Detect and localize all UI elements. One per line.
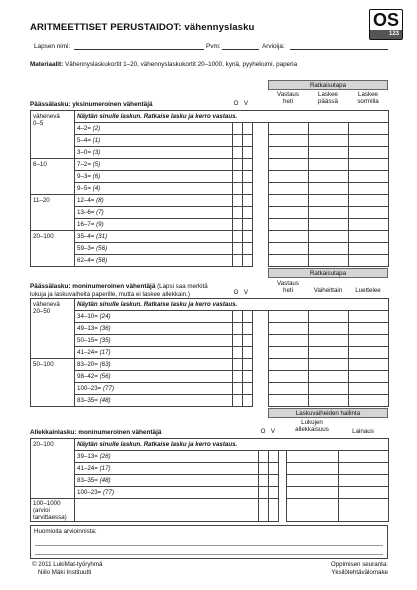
method-a-cell[interactable] [269, 311, 309, 323]
method-b-cell[interactable] [309, 323, 349, 335]
problem-cell: 3–0= (3) [75, 147, 233, 159]
v-checkbox[interactable] [243, 243, 253, 255]
v-checkbox[interactable] [243, 195, 253, 207]
method-c-cell[interactable] [349, 147, 389, 159]
o-checkbox[interactable] [233, 255, 243, 267]
table-row [31, 299, 389, 311]
v-checkbox[interactable] [269, 451, 279, 463]
v-checkbox[interactable] [243, 159, 253, 171]
v-checkbox[interactable] [243, 395, 253, 407]
section1-col-v: V [243, 100, 249, 107]
section2-col-v: V [243, 289, 249, 296]
v-checkbox[interactable] [243, 219, 253, 231]
method-b-cell[interactable] [309, 183, 349, 195]
alignment-cell[interactable] [287, 487, 339, 499]
group-label-cell: vähenevä 0–5 [31, 111, 75, 159]
alignment-cell[interactable] [287, 451, 339, 463]
materials-text: Vähennyslaskukortit 1–20, vähennyslaskukortit 20–1000, kynä, pyyhekumi, paperia [65, 61, 298, 68]
v-checkbox[interactable] [243, 183, 253, 195]
borrowing-cell[interactable] [339, 475, 389, 487]
badge-code: OS [372, 10, 399, 30]
borrowing-cell[interactable] [339, 451, 389, 463]
method-a-cell[interactable] [269, 359, 309, 371]
o-checkbox[interactable] [233, 183, 243, 195]
problem-cell: 50–15= (35) [75, 335, 233, 347]
method-a-cell[interactable] [269, 207, 309, 219]
alignment-cell[interactable] [287, 475, 339, 487]
footer-copyright: © 2011 LukiMat-työryhmä [32, 561, 103, 568]
problem-cell: 83–35= (48) [75, 395, 233, 407]
table-row [31, 487, 389, 499]
v-checkbox[interactable] [269, 487, 279, 499]
materials-label: Materiaalit: [30, 61, 64, 68]
extra-problem-cell[interactable] [75, 499, 259, 522]
page-title: ARITMEETTISET PERUSTAIDOT: vähennyslasku [30, 22, 255, 33]
footer-institute: Niilo Mäki Instituutti [38, 569, 92, 576]
table-row [31, 359, 389, 371]
method-b-cell[interactable] [309, 195, 349, 207]
method-a-cell[interactable] [269, 255, 309, 267]
method-c-cell[interactable] [349, 195, 389, 207]
method-a-cell[interactable] [269, 323, 309, 335]
table-row [31, 451, 389, 463]
assessor-label: Arvioija: [262, 43, 285, 50]
o-checkbox[interactable] [259, 487, 269, 499]
problem-cell: 9–3= (6) [75, 171, 233, 183]
v-checkbox[interactable] [269, 463, 279, 475]
table-row [31, 171, 389, 183]
problem-cell: 7–2= (5) [75, 159, 233, 171]
table-row [31, 159, 389, 171]
table-row [31, 499, 389, 522]
problem-cell: 59–3= (56) [75, 243, 233, 255]
section3-table [30, 438, 389, 522]
method-c-cell[interactable] [349, 371, 389, 383]
alignment-cell[interactable] [287, 463, 339, 475]
v-checkbox[interactable] [243, 147, 253, 159]
section3-col-b: Lainaus [352, 428, 374, 435]
v-checkbox[interactable] [243, 171, 253, 183]
materials [30, 61, 297, 68]
v-checkbox[interactable] [243, 371, 253, 383]
group-label-cell: 20–100 [31, 231, 75, 267]
o-checkbox[interactable] [233, 219, 243, 231]
form-badge [369, 9, 403, 40]
alignment-cell[interactable] [287, 499, 339, 522]
method-b-cell[interactable] [309, 335, 349, 347]
problem-cell: 41–24= (17) [75, 463, 259, 475]
section1-col-b: Laskee päässä [318, 91, 338, 105]
problem-cell: 83–20= (63) [75, 359, 233, 371]
method-c-cell[interactable] [349, 243, 389, 255]
method-c-cell[interactable] [349, 255, 389, 267]
table-row [31, 311, 389, 323]
o-checkbox[interactable] [233, 335, 243, 347]
v-checkbox[interactable] [243, 311, 253, 323]
o-checkbox[interactable] [259, 463, 269, 475]
group-label-cell: 11–20 [31, 195, 75, 231]
method-c-cell[interactable] [349, 395, 389, 407]
method-c-cell[interactable] [349, 207, 389, 219]
problem-cell: 9–5= (4) [75, 183, 233, 195]
problem-cell: 62–4= (58) [75, 255, 233, 267]
group-label-cell: vähenevä 20–50 [31, 299, 75, 359]
o-checkbox[interactable] [233, 323, 243, 335]
table-row [31, 231, 389, 243]
method-c-cell[interactable] [349, 347, 389, 359]
assessment-notes[interactable] [30, 525, 388, 559]
section2-band: Ratkaisutapa [268, 268, 388, 278]
date-label: Pvm: [206, 43, 221, 50]
method-a-cell[interactable] [269, 159, 309, 171]
problem-cell: 39–13= (26) [75, 451, 259, 463]
problem-cell: 16–7= (9) [75, 219, 233, 231]
v-checkbox[interactable] [269, 475, 279, 487]
assessor-field[interactable] [290, 43, 388, 50]
table-row [31, 463, 389, 475]
table-row [31, 395, 389, 407]
method-b-cell[interactable] [309, 159, 349, 171]
method-c-cell[interactable] [349, 183, 389, 195]
problem-cell: 4–2= (2) [75, 123, 233, 135]
section3-col-v: V [270, 428, 276, 435]
section2-note-2: lukuja ja laskuvaiheita paperille, mutta ei laskee allekkain.) [30, 291, 190, 298]
section2-col-o: O [233, 289, 239, 296]
method-b-cell[interactable] [309, 255, 349, 267]
section2-note-1: (Lapsi saa merkitä [157, 283, 208, 290]
v-checkbox[interactable] [243, 255, 253, 267]
section3-col-a: Lukujen allekkaisuus [295, 419, 329, 433]
method-c-cell[interactable] [349, 383, 389, 395]
table-row [31, 219, 389, 231]
method-b-cell[interactable] [309, 147, 349, 159]
table-row [31, 323, 389, 335]
method-c-cell[interactable] [349, 123, 389, 135]
o-checkbox[interactable] [233, 195, 243, 207]
table-row [31, 243, 389, 255]
method-a-cell[interactable] [269, 243, 309, 255]
method-a-cell[interactable] [269, 335, 309, 347]
method-a-cell[interactable] [269, 383, 309, 395]
problem-cell: 41–24= (17) [75, 347, 233, 359]
method-b-cell[interactable] [309, 171, 349, 183]
problem-cell: 13–6= (7) [75, 207, 233, 219]
method-b-cell[interactable] [309, 359, 349, 371]
table-row [31, 207, 389, 219]
method-a-cell[interactable] [269, 135, 309, 147]
badge-number: 123 [370, 30, 402, 39]
method-c-cell[interactable] [349, 311, 389, 323]
method-a-cell[interactable] [269, 171, 309, 183]
v-checkbox[interactable] [243, 231, 253, 243]
o-checkbox[interactable] [233, 147, 243, 159]
table-row [31, 195, 389, 207]
problem-cell: 5–4= (1) [75, 135, 233, 147]
o-checkbox[interactable] [233, 231, 243, 243]
child-name-field[interactable] [74, 43, 204, 50]
o-checkbox[interactable] [233, 359, 243, 371]
borrowing-cell[interactable] [339, 487, 389, 499]
o-checkbox[interactable] [233, 347, 243, 359]
method-c-cell[interactable] [349, 219, 389, 231]
table-row [31, 183, 389, 195]
group-label-cell: 6–10 [31, 159, 75, 195]
section3-band: Laskuvaiheiden hallinta [268, 408, 388, 418]
section2-col-a: Vastaus heti [277, 280, 299, 294]
o-checkbox[interactable] [233, 383, 243, 395]
section2-table [30, 298, 389, 407]
v-checkbox[interactable] [243, 123, 253, 135]
problem-cell: 12–4= (8) [75, 195, 233, 207]
o-checkbox[interactable] [233, 311, 243, 323]
borrowing-cell[interactable] [339, 499, 389, 522]
o-checkbox[interactable] [259, 451, 269, 463]
method-a-cell[interactable] [269, 195, 309, 207]
method-b-cell[interactable] [309, 311, 349, 323]
method-b-cell[interactable] [309, 383, 349, 395]
method-c-cell[interactable] [349, 231, 389, 243]
table-row [31, 439, 389, 451]
notes-line [35, 554, 383, 555]
method-b-cell[interactable] [309, 243, 349, 255]
problem-cell: 35–4= (31) [75, 231, 233, 243]
method-c-cell[interactable] [349, 359, 389, 371]
table-row [31, 347, 389, 359]
extra-group-label: 100–1000 (arvioi tarvittaessa) [31, 499, 75, 522]
section1-col-o: O [233, 100, 239, 107]
method-a-cell[interactable] [269, 371, 309, 383]
section1-title: Päässälasku: yksinumeroinen vähentäjä [30, 101, 153, 108]
method-b-cell[interactable] [309, 219, 349, 231]
group-label-cell: 20–100 [31, 439, 75, 499]
table-row [31, 255, 389, 267]
v-checkbox[interactable] [243, 335, 253, 347]
v-checkbox[interactable] [269, 499, 279, 522]
o-checkbox[interactable] [233, 159, 243, 171]
v-checkbox[interactable] [243, 359, 253, 371]
borrowing-cell[interactable] [339, 463, 389, 475]
problem-cell: 83–35= (48) [75, 475, 259, 487]
method-a-cell[interactable] [269, 147, 309, 159]
section1-col-c: Laskee sormilla [357, 91, 379, 105]
table-row [31, 371, 389, 383]
method-b-cell[interactable] [309, 231, 349, 243]
method-b-cell[interactable] [309, 395, 349, 407]
o-checkbox[interactable] [233, 371, 243, 383]
table-row [31, 123, 389, 135]
v-checkbox[interactable] [243, 135, 253, 147]
method-c-cell[interactable] [349, 135, 389, 147]
table-row [31, 147, 389, 159]
instruction: Näytän sinulle laskun. Ratkaise lasku ja kerro vastaus. [75, 111, 389, 123]
table-row [31, 135, 389, 147]
method-c-cell[interactable] [349, 171, 389, 183]
o-checkbox[interactable] [233, 207, 243, 219]
problem-cell: 49–13= (36) [75, 323, 233, 335]
section2-title-block [30, 283, 230, 299]
problem-cell: 98–42= (56) [75, 371, 233, 383]
method-b-cell[interactable] [309, 123, 349, 135]
method-c-cell[interactable] [349, 159, 389, 171]
problem-cell: 100–23= (77) [75, 383, 233, 395]
footer-series: Oppimisen seuranta: [330, 561, 388, 568]
method-a-cell[interactable] [269, 219, 309, 231]
o-checkbox[interactable] [233, 395, 243, 407]
v-checkbox[interactable] [243, 207, 253, 219]
table-row [31, 335, 389, 347]
problem-cell: 34–10= (24) [75, 311, 233, 323]
method-b-cell[interactable] [309, 207, 349, 219]
section3-col-o: O [260, 428, 266, 435]
method-a-cell[interactable] [269, 395, 309, 407]
v-checkbox[interactable] [243, 323, 253, 335]
o-checkbox[interactable] [233, 243, 243, 255]
table-row [31, 383, 389, 395]
method-c-cell[interactable] [349, 323, 389, 335]
o-checkbox[interactable] [233, 135, 243, 147]
instruction: Näytän sinulle laskun. Ratkaise lasku ja kerro vastaus. [75, 299, 389, 311]
notes-label: Huomioita arvioinnista: [34, 528, 97, 535]
method-a-cell[interactable] [269, 231, 309, 243]
method-b-cell[interactable] [309, 347, 349, 359]
section1-col-a: Vastaus heti [277, 91, 299, 105]
section2-title: Päässälasku: moninumeroinen vähentäjä [30, 283, 156, 290]
o-checkbox[interactable] [233, 171, 243, 183]
v-checkbox[interactable] [243, 347, 253, 359]
method-b-cell[interactable] [309, 135, 349, 147]
o-checkbox[interactable] [259, 499, 269, 522]
section1-band: Ratkaisutapa [268, 80, 388, 90]
o-checkbox[interactable] [233, 123, 243, 135]
notes-line [35, 545, 383, 546]
section2-col-b: Vaiheittain [313, 287, 343, 294]
method-a-cell[interactable] [269, 347, 309, 359]
o-checkbox[interactable] [259, 475, 269, 487]
group-label-cell: 50–100 [31, 359, 75, 407]
method-a-cell[interactable] [269, 183, 309, 195]
table-row [31, 111, 389, 123]
section2-col-c: Luettelee [355, 287, 381, 294]
date-field[interactable] [222, 43, 259, 50]
method-a-cell[interactable] [269, 123, 309, 135]
problem-cell: 100–23= (77) [75, 487, 259, 499]
method-b-cell[interactable] [309, 371, 349, 383]
child-name-label: Lapsen nimi: [34, 43, 71, 50]
table-row [31, 475, 389, 487]
method-c-cell[interactable] [349, 335, 389, 347]
v-checkbox[interactable] [243, 383, 253, 395]
section1-table [30, 110, 389, 267]
footer-form-type: Yksilötehtävälomake [331, 569, 388, 576]
section3-title: Allekkainlasku: moninumeroinen vähentäjä [30, 429, 162, 436]
instruction: Näytän sinulle laskun. Ratkaise lasku ja kerro vastaus. [75, 439, 389, 451]
